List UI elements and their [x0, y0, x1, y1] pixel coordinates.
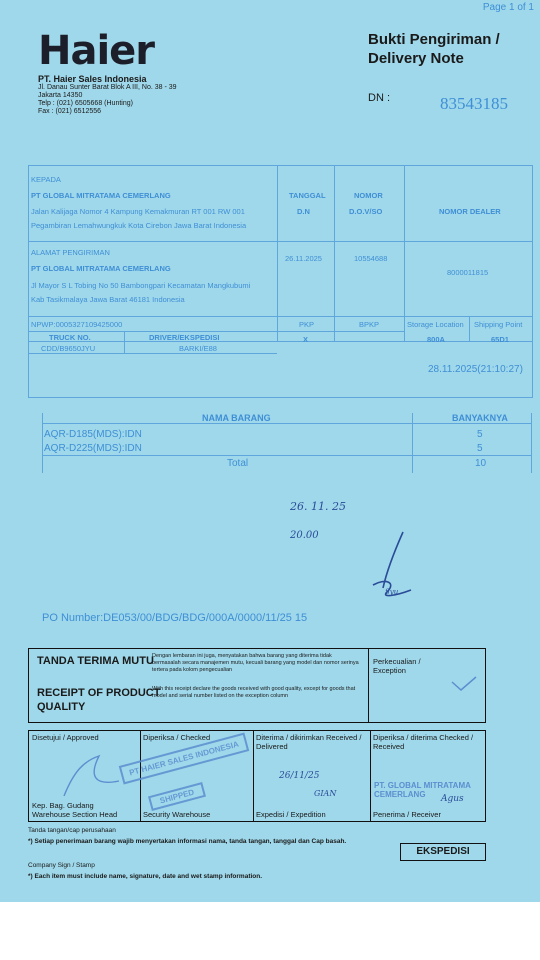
stamp-label: Company Sign / Stamp [28, 862, 95, 869]
print-timestamp: 28.11.2025(21:10:27) [428, 364, 523, 375]
item-qty-header: BANYAKNYA [452, 413, 508, 423]
receipt-of-quality-box [28, 648, 486, 723]
sign-label: Tanda tangan/cap perusahaan [28, 827, 116, 834]
table-divider [124, 331, 125, 353]
pkp-value: X [303, 335, 309, 344]
address-line: Jl. Danau Sunter Barat Blok A III, No. 38 - 39 [38, 84, 177, 91]
item-row-2-qty: 5 [477, 443, 483, 454]
handwritten-time: 20.00 [290, 530, 319, 541]
driver-label: DRIVER/EKSPEDISI [149, 333, 220, 342]
dn-label: DN : [368, 92, 390, 104]
pkp-label: PKP [299, 320, 315, 329]
truck-label: TRUCK NO. [49, 333, 91, 342]
table-divider [29, 353, 277, 354]
so-number: 10554688 [354, 254, 388, 263]
haier-stamp: PT HAIER SALES INDONESIA [119, 733, 249, 785]
warehouse-head-label-1: Kep. Bag. Gudang [32, 801, 94, 810]
driver-value: BARKI/E88 [179, 344, 217, 353]
table-divider [29, 316, 532, 317]
delivery-date: 26.11.2025 [285, 254, 322, 263]
items-divider [42, 413, 43, 473]
tanggal-label: TANGGAL [289, 191, 326, 200]
checked-received-label: Diperiksa / diterima Checked / Received [373, 733, 474, 751]
company-name: PT. Haier Sales Indonesia [38, 74, 147, 84]
customer-address-2: Pegambiran Lemahwungkuk Kota Cirebon Jawa Barat Indonesia [31, 221, 247, 230]
ship-address-1: Jl Mayor S L Tobing No 50 Bambongpari Kecamatan Mangkubumi [31, 281, 251, 290]
receipt-text-id: Dengan lembaran ini juga, menyatakan bahwa barang yang diterima tidak bermasalah secara manajemen mutu, kecuali barang yang model dan nomor serinya tertera pada kolom pengecualian [152, 653, 359, 673]
exception-label: Perkecualian / Exception [373, 657, 421, 675]
table-divider [277, 166, 278, 341]
document-title-line-1: Bukti Pengiriman / [368, 31, 500, 48]
table-divider [29, 241, 532, 242]
company-address [38, 84, 238, 116]
nomor-value: D.O.V/SO [349, 207, 383, 216]
check-mark [449, 674, 479, 694]
table-divider [29, 341, 532, 342]
address-line: Jakarta 14350 [38, 92, 83, 99]
receipt-title-en-1: RECEIPT OF PRODUCT [37, 687, 161, 699]
expedition-handwriting: 26/11/25 [279, 771, 320, 781]
customer-stamp: PT. GLOBAL MITRATAMA CEMERLANG [374, 781, 471, 799]
shipping-point-value: 65D1 [491, 335, 509, 344]
address-line: Fax : (021) 6512556 [38, 108, 102, 115]
customer-address-1: Jalan Kalijaga Nomor 4 Kampung Kemakmuran RT 001 RW 001 [31, 207, 245, 216]
expedition-name: GIAN [314, 789, 337, 798]
npwp: NPWP:0005327109425000 [31, 320, 123, 329]
receipt-title-id: TANDA TERIMA MUTU [37, 655, 154, 667]
sig-divider [253, 731, 254, 821]
warehouse-head-label-2: Warehouse Section Head [32, 810, 118, 819]
receipt-title-en-2: QUALITY [37, 701, 86, 713]
page-label: Page 1 of 1 [482, 2, 534, 13]
ship-name: PT GLOBAL MITRATAMA CEMERLANG [31, 264, 171, 273]
total-value: 10 [475, 458, 487, 469]
table-divider [334, 166, 335, 341]
kepada-label: KEPADA [31, 175, 61, 184]
copy-label: EKSPEDISI [400, 843, 486, 861]
security-label: Security Warehouse [143, 810, 211, 819]
ship-address-2: Kab Tasikmalaya Jawa Barat 46181 Indonesia [31, 295, 185, 304]
truck-value: CDD/B9650JYU [41, 344, 96, 353]
document-title-line-2: Delivery Note [368, 50, 464, 67]
table-divider [469, 316, 470, 341]
dn-number: 83543185 [440, 94, 508, 113]
expedition-label: Expedisi / Expedition [256, 810, 326, 819]
total-label: Total [227, 458, 249, 469]
customer-name: PT GLOBAL MITRATAMA CEMERLANG [31, 191, 171, 200]
signature-grid [28, 730, 486, 822]
storage-location-value: 800A [427, 335, 445, 344]
receiver-label: Penerima / Receiver [373, 810, 441, 819]
note-2: *) Each item must include name, signature, date and wet stamp information. [28, 873, 263, 880]
dealer-number: 8000011815 [447, 268, 489, 277]
nomor-label: NOMOR [354, 191, 383, 200]
shipping-point-label: Shipping Point [474, 320, 523, 329]
item-row-2-name: AQR-D225(MDS):IDN [44, 443, 142, 454]
alamat-label: ALAMAT PENGIRIMAN [31, 248, 110, 257]
receiver-signature: Agus [441, 794, 464, 804]
approved-label: Disetujui / Approved [32, 733, 99, 742]
dealer-label: NOMOR DEALER [439, 207, 501, 216]
items-divider [531, 413, 532, 473]
tanggal-value: D.N [297, 207, 310, 216]
items-divider [412, 413, 413, 473]
sig-divider [370, 731, 371, 821]
received-delivered-label: Diterima / dikirimkan Received / Delivered [256, 733, 362, 751]
item-name-header: NAMA BARANG [202, 413, 271, 423]
item-row-1-qty: 5 [477, 429, 483, 440]
haier-logo: Haier [38, 28, 155, 74]
po-number: PO Number:DE053/00/BDG/BDG/000A/0000/11/25 15 [42, 612, 308, 624]
item-row-1-name: AQR-D185(MDS):IDN [44, 429, 142, 440]
note-1: *) Setiap penerimaan barang wajib menyertakan informasi nama, tanda tangan, tanggal dan Cap basah. [28, 838, 347, 845]
receipt-divider [368, 649, 369, 722]
document-title [368, 30, 500, 68]
items-divider [42, 455, 532, 456]
items-divider [42, 423, 532, 424]
items-table [42, 413, 532, 473]
table-divider [404, 166, 405, 341]
address-line: Telp : (021) 6505668 (Hunting) [38, 100, 133, 107]
approver-signature [59, 751, 129, 801]
shipped-stamp: SHIPPED [148, 782, 206, 811]
checked-label: Diperiksa / Checked [143, 733, 211, 742]
signature-caption: Syu [385, 588, 399, 596]
bpkp-label: BPKP [359, 320, 380, 329]
receipt-text-en: With this receipt declare the goods received with good quality, except for goods that model and serial number listed on the exception column [152, 686, 356, 699]
handwritten-date: 26. 11. 25 [290, 500, 346, 513]
storage-location-label: Storage Location [407, 320, 464, 329]
table-divider [29, 331, 404, 332]
